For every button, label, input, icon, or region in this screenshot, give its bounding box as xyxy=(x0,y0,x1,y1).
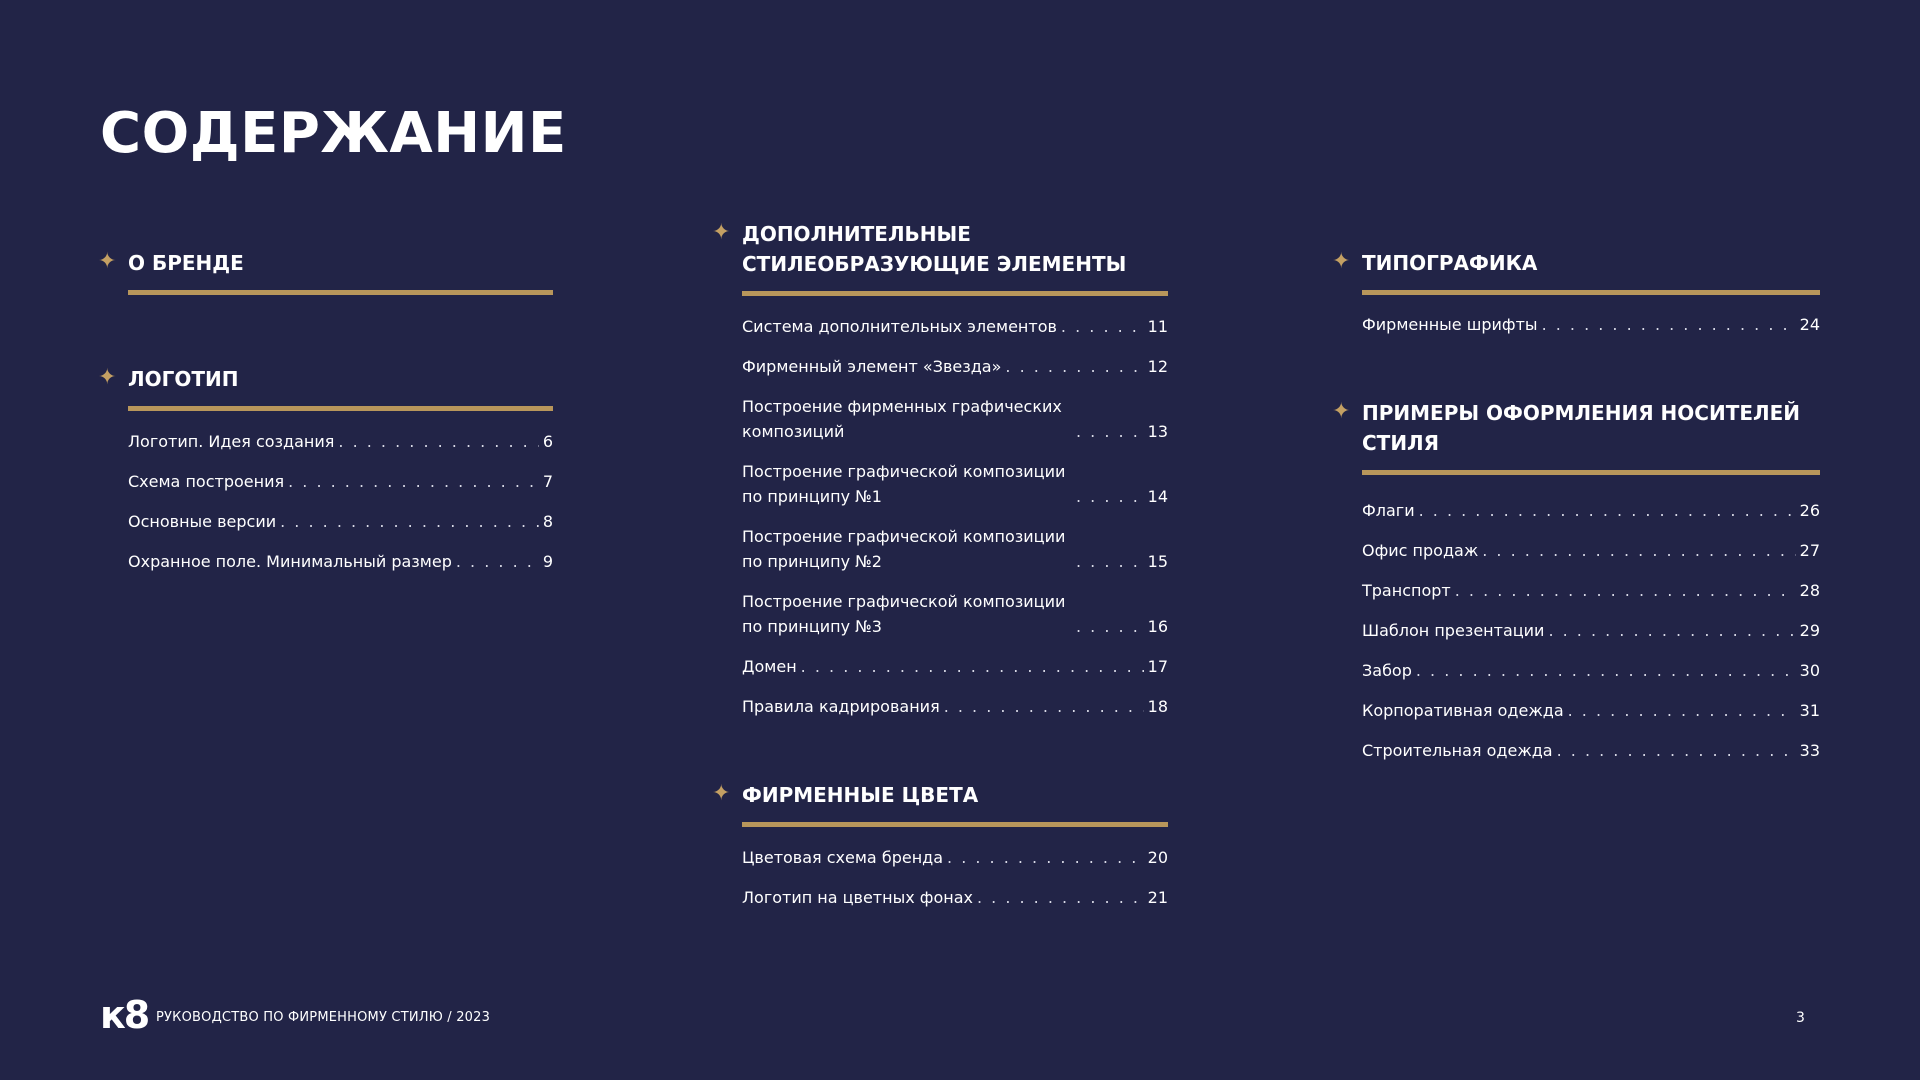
section-logo xyxy=(98,364,553,589)
toc-entry[interactable]: Построение графической композиции по принципу №1 . . . 14 xyxy=(742,459,1168,509)
page-ref: 15 xyxy=(1147,552,1168,571)
section-heading: ✦ ТИПОГРАФИКА xyxy=(1362,248,1820,295)
section-heading: ✦ ДОПОЛНИТЕЛЬНЫЕ СТИЛЕОБРАЗУЮЩИЕ ЭЛЕМЕНТЫ xyxy=(742,219,1168,296)
page-ref: 6 xyxy=(542,432,553,451)
dot-leader xyxy=(1568,698,1796,723)
page-ref: 9 xyxy=(542,552,553,571)
dot-leader xyxy=(1455,578,1796,603)
dot-leader xyxy=(801,654,1144,679)
toc-entry[interactable]: Логотип на цветных фонах . . . 21 xyxy=(742,885,1168,910)
toc-entry[interactable]: Шаблон презентации . . . 29 xyxy=(1362,618,1820,643)
toc-list xyxy=(128,429,553,574)
star-icon: ✦ xyxy=(712,781,731,806)
toc-list xyxy=(1362,312,1820,337)
dot-leader xyxy=(1061,314,1144,339)
page-ref: 29 xyxy=(1799,621,1820,640)
toc-entry[interactable]: Забор . . . 30 xyxy=(1362,658,1820,683)
toc-entry[interactable]: Флаги . . . 26 xyxy=(1362,498,1820,523)
toc-entry[interactable]: Фирменный элемент «Звезда» . . . 12 xyxy=(742,354,1168,379)
toc-list xyxy=(1362,498,1820,763)
section-style-examples xyxy=(1332,398,1820,778)
dot-leader xyxy=(1076,419,1144,444)
section-typography xyxy=(1332,248,1820,352)
dot-leader xyxy=(1076,614,1144,639)
page-number: 3 xyxy=(1796,1010,1805,1026)
toc-entry[interactable]: Домен . . . 17 xyxy=(742,654,1168,679)
page-ref: 7 xyxy=(542,472,553,491)
page-ref: 26 xyxy=(1799,501,1820,520)
page-ref: 13 xyxy=(1147,422,1168,441)
page-ref: 28 xyxy=(1799,581,1820,600)
section-heading: ✦ ЛОГОТИП xyxy=(128,364,553,411)
toc-entry[interactable]: Цветовая схема бренда . . . 20 xyxy=(742,845,1168,870)
star-icon: ✦ xyxy=(98,365,117,390)
section-heading: ✦ ПРИМЕРЫ ОФОРМЛЕНИЯ НОСИТЕЛЕЙ СТИЛЯ xyxy=(1362,398,1820,475)
toc-entry[interactable]: Строительная одежда . . . 33 xyxy=(1362,738,1820,763)
toc-entry[interactable]: Фирменные шрифты . . . 24 xyxy=(1362,312,1820,337)
page-ref: 8 xyxy=(542,512,553,531)
dot-leader xyxy=(338,429,538,454)
dot-leader xyxy=(1076,549,1144,574)
dot-leader xyxy=(1419,498,1796,523)
page-ref: 27 xyxy=(1799,541,1820,560)
star-icon: ✦ xyxy=(98,249,117,274)
page-ref: 31 xyxy=(1799,701,1820,720)
dot-leader xyxy=(1005,354,1143,379)
toc-entry[interactable]: Основные версии . . . 8 xyxy=(128,509,553,534)
dot-leader xyxy=(977,885,1144,910)
dot-leader xyxy=(1482,538,1795,563)
page-ref: 18 xyxy=(1147,697,1168,716)
toc-entry[interactable]: Построение фирменных графических композиций . . . 13 xyxy=(742,394,1168,444)
section-heading: ✦ О БРЕНДЕ xyxy=(128,248,553,295)
page-ref: 12 xyxy=(1147,357,1168,376)
toc-entry[interactable]: Охранное поле. Минимальный размер . . . 9 xyxy=(128,549,553,574)
brand-logo: к8 xyxy=(100,993,149,1037)
page-ref: 16 xyxy=(1147,617,1168,636)
page-ref: 21 xyxy=(1147,888,1168,907)
page-ref: 24 xyxy=(1799,315,1820,334)
page-ref: 11 xyxy=(1147,317,1168,336)
footer-text: РУКОВОДСТВО ПО ФИРМЕННОМУ СТИЛЮ / 2023 xyxy=(156,1010,491,1025)
page-ref: 20 xyxy=(1147,848,1168,867)
toc-entry[interactable]: Система дополнительных элементов . . . 11 xyxy=(742,314,1168,339)
star-icon: ✦ xyxy=(712,220,731,245)
toc-entry[interactable]: Логотип. Идея создания . . . 6 xyxy=(128,429,553,454)
toc-entry[interactable]: Офис продаж . . . 27 xyxy=(1362,538,1820,563)
page-ref: 17 xyxy=(1147,657,1168,676)
dot-leader xyxy=(1416,658,1796,683)
toc-list xyxy=(742,314,1168,719)
dot-leader xyxy=(288,469,539,494)
page-ref: 14 xyxy=(1147,487,1168,506)
dot-leader xyxy=(1548,618,1795,643)
toc-list xyxy=(742,845,1168,910)
section-brand xyxy=(98,248,553,295)
page-title: СОДЕРЖАНИЕ xyxy=(100,101,567,166)
star-icon: ✦ xyxy=(1332,399,1351,424)
section-heading: ✦ ФИРМЕННЫЕ ЦВЕТА xyxy=(742,780,1168,827)
section-brand-colors xyxy=(712,780,1168,925)
dot-leader xyxy=(1542,312,1796,337)
section-extra-elements xyxy=(712,219,1168,734)
page-ref: 30 xyxy=(1799,661,1820,680)
toc-entry[interactable]: Построение графической композиции по принципу №2 . . . 15 xyxy=(742,524,1168,574)
toc-entry[interactable]: Схема построения . . . 7 xyxy=(128,469,553,494)
star-icon: ✦ xyxy=(1332,249,1351,274)
toc-entry[interactable]: Правила кадрирования . . . 18 xyxy=(742,694,1168,719)
toc-entry[interactable]: Корпоративная одежда . . . 31 xyxy=(1362,698,1820,723)
toc-entry[interactable]: Построение графической композиции по принципу №3 . . . 16 xyxy=(742,589,1168,639)
dot-leader xyxy=(947,845,1144,870)
dot-leader xyxy=(944,694,1144,719)
dot-leader xyxy=(456,549,539,574)
dot-leader xyxy=(280,509,539,534)
page-ref: 33 xyxy=(1799,741,1820,760)
dot-leader xyxy=(1076,484,1144,509)
toc-entry[interactable]: Транспорт . . . 28 xyxy=(1362,578,1820,603)
dot-leader xyxy=(1557,738,1796,763)
